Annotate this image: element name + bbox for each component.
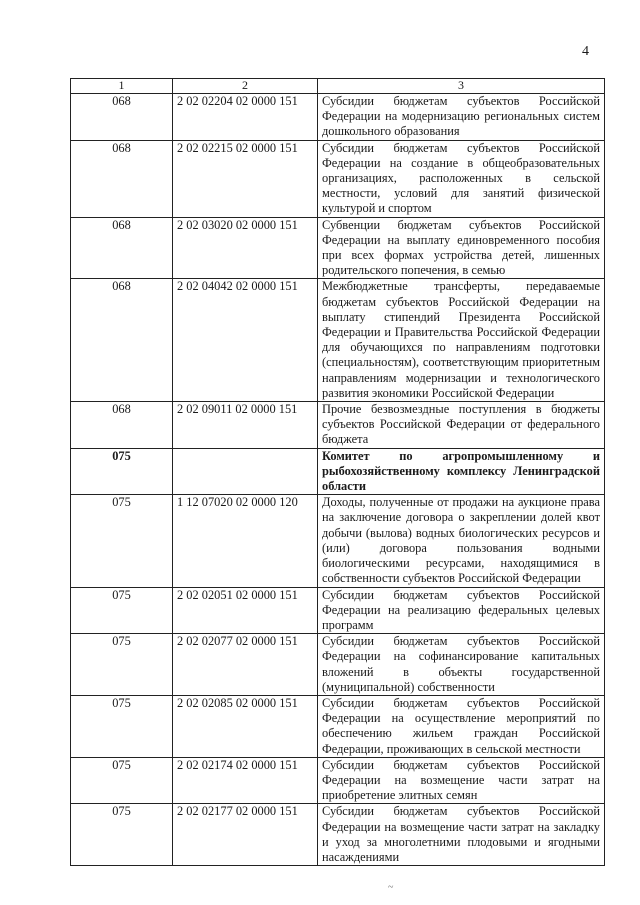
table-row (71, 587, 605, 634)
table-row (71, 94, 605, 141)
table-row (71, 804, 605, 866)
budget-code-cell (173, 448, 318, 495)
table-row (71, 217, 605, 279)
description-cell: Доходы, полученные от продажи на аукционе права на заключение договора о закреплении долей квот добычи (вылова) водных биологических ресурсов и (или) договора пользования водными биологическими ресурсами, находящимися в собственности субъектов Российской Федерации (318, 495, 605, 587)
admin-code-cell: 075 (71, 804, 173, 866)
description-cell: Субсидии бюджетам субъектов Российской Федерации на софинансирование капитальных вложений в объекты государственной (муниципальной) собственности (318, 634, 605, 696)
admin-code-cell: 075 (71, 757, 173, 804)
budget-code-cell: 2 02 02215 02 0000 151 (173, 140, 318, 217)
admin-code-cell: 075 (71, 448, 173, 495)
admin-code-cell: 068 (71, 217, 173, 279)
budget-code-cell: 2 02 02204 02 0000 151 (173, 94, 318, 141)
table-row (71, 695, 605, 757)
description-cell: Прочие безвозмездные поступления в бюджеты субъектов Российской Федерации от федерального бюджета (318, 402, 605, 449)
budget-code-cell: 2 02 02174 02 0000 151 (173, 757, 318, 804)
table-row (71, 402, 605, 449)
description-cell: Субсидии бюджетам субъектов Российской Федерации на возмещение части затрат на приобретение элитных семян (318, 757, 605, 804)
budget-code-cell: 1 12 07020 02 0000 120 (173, 495, 318, 587)
table-row (71, 495, 605, 587)
description-cell: Субсидии бюджетам субъектов Российской Федерации на реализацию федеральных целевых программ (318, 587, 605, 634)
admin-code-cell: 068 (71, 402, 173, 449)
page-number: 4 (582, 44, 589, 59)
section-heading-cell: Комитет по агропромышленному и рыбохозяйственному комплексу Ленинградской области (318, 448, 605, 495)
scan-mark: ~ (388, 882, 394, 893)
description-cell: Субсидии бюджетам субъектов Российской Федерации на модернизацию региональных систем дошкольного образования (318, 94, 605, 141)
column-header-1: 1 (71, 79, 173, 94)
description-cell: Субвенции бюджетам субъектов Российской Федерации на выплату единовременного пособия при всех формах устройства детей, лишенных родительского попечения, в семью (318, 217, 605, 279)
description-cell: Межбюджетные трансферты, передаваемые бюджетам субъектов Российской Федерации на выплату стипендий Президента Российской Федерации и Правительства Российской Федерации для обучающихся по направлениям подготовки (специальностям), соответствующим приоритетным направлениям модернизации и технологического развития экономики Российской Федерации (318, 279, 605, 402)
budget-code-cell: 2 02 03020 02 0000 151 (173, 217, 318, 279)
column-header-3: 3 (318, 79, 605, 94)
budget-code-cell: 2 02 02177 02 0000 151 (173, 804, 318, 866)
budget-code-cell: 2 02 02077 02 0000 151 (173, 634, 318, 696)
admin-code-cell: 068 (71, 140, 173, 217)
description-cell: Субсидии бюджетам субъектов Российской Федерации на возмещение части затрат на закладку и уход за многолетними плодовыми и ягодными насаждениями (318, 804, 605, 866)
budget-code-cell: 2 02 09011 02 0000 151 (173, 402, 318, 449)
table-row (71, 279, 605, 402)
admin-code-cell: 068 (71, 279, 173, 402)
budget-code-cell: 2 02 04042 02 0000 151 (173, 279, 318, 402)
description-cell: Субсидии бюджетам субъектов Российской Федерации на осуществление мероприятий по обеспечению жильем граждан Российской Федерации, проживающих в сельской местности (318, 695, 605, 757)
admin-code-cell: 075 (71, 587, 173, 634)
table-row (71, 757, 605, 804)
admin-code-cell: 075 (71, 634, 173, 696)
table-header-row (71, 79, 605, 94)
description-cell: Субсидии бюджетам субъектов Российской Федерации на создание в общеобразовательных организациях, расположенных в сельской местности, условий для занятий физической культурой и спортом (318, 140, 605, 217)
table-row-section-heading (71, 448, 605, 495)
admin-code-cell: 075 (71, 495, 173, 587)
budget-code-cell: 2 02 02051 02 0000 151 (173, 587, 318, 634)
admin-code-cell: 068 (71, 94, 173, 141)
income-codes-table (70, 78, 605, 866)
table-row (71, 634, 605, 696)
admin-code-cell: 075 (71, 695, 173, 757)
budget-code-cell: 2 02 02085 02 0000 151 (173, 695, 318, 757)
column-header-2: 2 (173, 79, 318, 94)
table-row (71, 140, 605, 217)
